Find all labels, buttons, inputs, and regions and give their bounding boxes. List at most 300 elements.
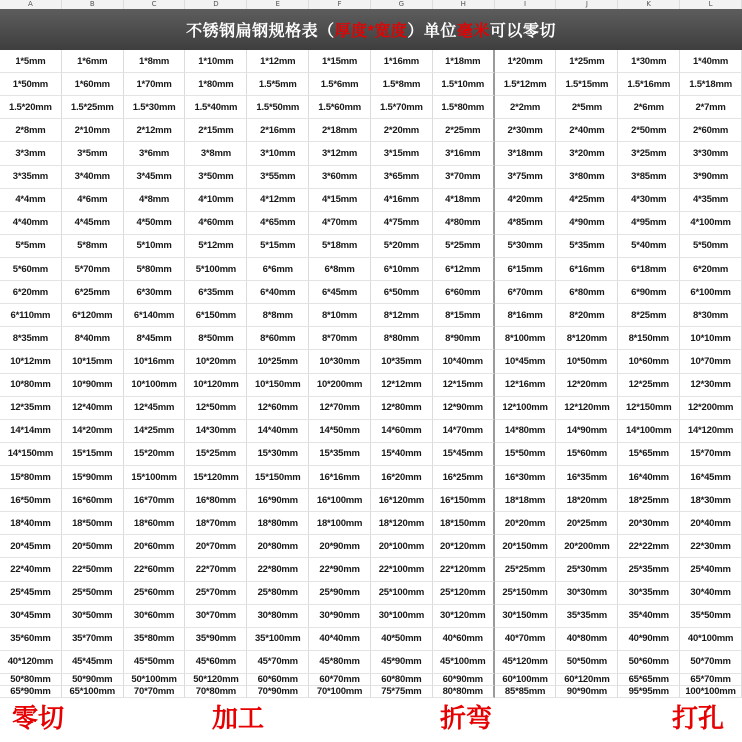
table-cell[interactable]: 30*90mm [309, 605, 371, 628]
table-cell[interactable]: 6*35mm [185, 281, 247, 304]
table-cell[interactable]: 16*40mm [618, 466, 680, 489]
table-cell[interactable]: 5*30mm [495, 235, 557, 258]
table-cell[interactable]: 5*5mm [0, 235, 62, 258]
table-cell[interactable]: 20*20mm [495, 512, 557, 535]
table-cell[interactable]: 14*40mm [247, 420, 309, 443]
table-cell[interactable]: 5*12mm [185, 235, 247, 258]
table-cell[interactable]: 1*5mm [0, 50, 62, 73]
table-cell[interactable]: 16*100mm [309, 489, 371, 512]
table-cell[interactable]: 18*100mm [309, 512, 371, 535]
table-cell[interactable]: 4*30mm [618, 189, 680, 212]
table-cell[interactable]: 1*60mm [62, 73, 124, 96]
table-cell[interactable]: 12*150mm [618, 397, 680, 420]
table-cell[interactable]: 18*40mm [0, 512, 62, 535]
table-cell[interactable]: 16*20mm [371, 466, 433, 489]
table-cell[interactable]: 15*70mm [680, 443, 742, 466]
table-cell[interactable]: 1.5*18mm [680, 73, 742, 96]
table-cell[interactable]: 1.5*16mm [618, 73, 680, 96]
table-cell[interactable]: 45*50mm [124, 651, 186, 674]
table-cell[interactable]: 25*90mm [309, 582, 371, 605]
table-cell[interactable]: 8*120mm [556, 327, 618, 350]
table-cell[interactable]: 1*10mm [185, 50, 247, 73]
table-cell[interactable]: 10*45mm [495, 350, 557, 373]
table-cell[interactable]: 25*70mm [185, 582, 247, 605]
table-cell[interactable]: 20*120mm [433, 535, 495, 558]
table-cell[interactable]: 14*30mm [185, 420, 247, 443]
table-cell[interactable]: 30*40mm [680, 582, 742, 605]
table-cell[interactable]: 90*90mm [556, 686, 618, 698]
table-cell[interactable]: 25*120mm [433, 582, 495, 605]
table-cell[interactable]: 8*15mm [433, 304, 495, 327]
table-cell[interactable]: 50*70mm [680, 651, 742, 674]
table-cell[interactable]: 10*15mm [62, 350, 124, 373]
table-cell[interactable]: 16*30mm [495, 466, 557, 489]
table-cell[interactable]: 2*6mm [618, 96, 680, 119]
table-cell[interactable]: 1.5*5mm [247, 73, 309, 96]
table-cell[interactable]: 14*100mm [618, 420, 680, 443]
table-cell[interactable]: 18*60mm [124, 512, 186, 535]
table-cell[interactable]: 3*8mm [185, 142, 247, 165]
table-cell[interactable]: 6*12mm [433, 258, 495, 281]
table-cell[interactable]: 20*40mm [680, 512, 742, 535]
table-cell[interactable]: 8*35mm [0, 327, 62, 350]
table-cell[interactable]: 45*90mm [371, 651, 433, 674]
table-cell[interactable]: 35*100mm [247, 628, 309, 651]
table-cell[interactable]: 50*120mm [185, 674, 247, 686]
table-cell[interactable]: 8*16mm [495, 304, 557, 327]
table-cell[interactable]: 10*12mm [0, 350, 62, 373]
table-cell[interactable]: 70*80mm [185, 686, 247, 698]
table-cell[interactable]: 14*70mm [433, 420, 495, 443]
table-cell[interactable]: 2*12mm [124, 119, 186, 142]
column-letter[interactable]: A [0, 0, 62, 9]
table-cell[interactable]: 6*10mm [371, 258, 433, 281]
table-cell[interactable]: 60*100mm [495, 674, 557, 686]
table-cell[interactable]: 4*25mm [556, 189, 618, 212]
table-cell[interactable]: 25*25mm [495, 558, 557, 581]
table-cell[interactable]: 30*30mm [556, 582, 618, 605]
table-cell[interactable]: 5*8mm [62, 235, 124, 258]
table-cell[interactable]: 25*60mm [124, 582, 186, 605]
column-letter[interactable]: C [124, 0, 186, 9]
table-cell[interactable]: 45*100mm [433, 651, 495, 674]
table-cell[interactable]: 10*120mm [185, 374, 247, 397]
table-cell[interactable]: 15*15mm [62, 443, 124, 466]
table-cell[interactable]: 10*80mm [0, 374, 62, 397]
table-cell[interactable]: 1*20mm [495, 50, 557, 73]
table-cell[interactable]: 4*8mm [124, 189, 186, 212]
table-cell[interactable]: 8*50mm [185, 327, 247, 350]
table-cell[interactable]: 1.5*60mm [309, 96, 371, 119]
table-cell[interactable]: 16*16mm [309, 466, 371, 489]
table-cell[interactable]: 25*30mm [556, 558, 618, 581]
table-cell[interactable]: 12*120mm [556, 397, 618, 420]
table-cell[interactable]: 20*70mm [185, 535, 247, 558]
table-cell[interactable]: 50*100mm [124, 674, 186, 686]
table-cell[interactable]: 3*25mm [618, 142, 680, 165]
table-cell[interactable]: 1.5*20mm [0, 96, 62, 119]
table-cell[interactable]: 15*40mm [371, 443, 433, 466]
table-cell[interactable]: 4*18mm [433, 189, 495, 212]
table-cell[interactable]: 10*200mm [309, 374, 371, 397]
table-cell[interactable]: 16*120mm [371, 489, 433, 512]
table-cell[interactable]: 12*45mm [124, 397, 186, 420]
table-cell[interactable]: 12*25mm [618, 374, 680, 397]
table-cell[interactable]: 1.5*70mm [371, 96, 433, 119]
table-cell[interactable]: 22*22mm [618, 535, 680, 558]
table-cell[interactable]: 12*30mm [680, 374, 742, 397]
table-cell[interactable]: 12*200mm [680, 397, 742, 420]
table-cell[interactable]: 30*50mm [62, 605, 124, 628]
table-cell[interactable]: 2*7mm [680, 96, 742, 119]
table-cell[interactable]: 1*16mm [371, 50, 433, 73]
table-cell[interactable]: 70*70mm [124, 686, 186, 698]
column-letter[interactable]: K [618, 0, 680, 9]
table-cell[interactable]: 6*45mm [309, 281, 371, 304]
table-cell[interactable]: 14*90mm [556, 420, 618, 443]
table-cell[interactable]: 30*70mm [185, 605, 247, 628]
table-cell[interactable]: 2*50mm [618, 119, 680, 142]
table-cell[interactable]: 15*50mm [495, 443, 557, 466]
table-cell[interactable]: 12*12mm [371, 374, 433, 397]
table-cell[interactable]: 1*80mm [185, 73, 247, 96]
table-cell[interactable]: 1.5*6mm [309, 73, 371, 96]
table-cell[interactable]: 6*90mm [618, 281, 680, 304]
table-cell[interactable]: 16*35mm [556, 466, 618, 489]
table-cell[interactable]: 5*18mm [309, 235, 371, 258]
table-cell[interactable]: 60*120mm [556, 674, 618, 686]
table-cell[interactable]: 75*75mm [371, 686, 433, 698]
table-cell[interactable]: 18*120mm [371, 512, 433, 535]
table-cell[interactable]: 5*50mm [680, 235, 742, 258]
column-letter[interactable]: B [62, 0, 124, 9]
table-cell[interactable]: 3*30mm [680, 142, 742, 165]
table-cell[interactable]: 18*18mm [495, 489, 557, 512]
table-cell[interactable]: 6*30mm [124, 281, 186, 304]
table-cell[interactable]: 3*16mm [433, 142, 495, 165]
table-cell[interactable]: 4*16mm [371, 189, 433, 212]
table-cell[interactable]: 45*70mm [247, 651, 309, 674]
table-cell[interactable]: 6*150mm [185, 304, 247, 327]
table-cell[interactable]: 25*150mm [495, 582, 557, 605]
table-cell[interactable]: 1.5*12mm [495, 73, 557, 96]
table-cell[interactable]: 8*40mm [62, 327, 124, 350]
table-cell[interactable]: 1*8mm [124, 50, 186, 73]
table-cell[interactable]: 1.5*80mm [433, 96, 495, 119]
table-cell[interactable]: 3*5mm [62, 142, 124, 165]
table-cell[interactable]: 6*15mm [495, 258, 557, 281]
table-cell[interactable]: 22*120mm [433, 558, 495, 581]
table-cell[interactable]: 5*15mm [247, 235, 309, 258]
table-cell[interactable]: 14*80mm [495, 420, 557, 443]
table-cell[interactable]: 60*60mm [247, 674, 309, 686]
table-cell[interactable]: 1*18mm [433, 50, 495, 73]
table-cell[interactable]: 40*50mm [371, 628, 433, 651]
table-cell[interactable]: 12*70mm [309, 397, 371, 420]
table-cell[interactable]: 2*2mm [495, 96, 557, 119]
table-cell[interactable]: 45*120mm [495, 651, 557, 674]
table-cell[interactable]: 3*55mm [247, 166, 309, 189]
column-letter[interactable]: E [247, 0, 309, 9]
table-cell[interactable]: 40*80mm [556, 628, 618, 651]
table-cell[interactable]: 16*90mm [247, 489, 309, 512]
table-cell[interactable]: 2*8mm [0, 119, 62, 142]
table-cell[interactable]: 2*30mm [495, 119, 557, 142]
table-cell[interactable]: 18*70mm [185, 512, 247, 535]
table-cell[interactable]: 12*90mm [433, 397, 495, 420]
table-cell[interactable]: 2*18mm [309, 119, 371, 142]
column-letter[interactable]: J [556, 0, 618, 9]
table-cell[interactable]: 14*60mm [371, 420, 433, 443]
table-cell[interactable]: 95*95mm [618, 686, 680, 698]
table-cell[interactable]: 10*60mm [618, 350, 680, 373]
table-cell[interactable]: 1*12mm [247, 50, 309, 73]
table-cell[interactable]: 18*20mm [556, 489, 618, 512]
table-cell[interactable]: 15*65mm [618, 443, 680, 466]
table-cell[interactable]: 45*80mm [309, 651, 371, 674]
table-cell[interactable]: 65*65mm [618, 674, 680, 686]
table-cell[interactable]: 14*25mm [124, 420, 186, 443]
table-cell[interactable]: 30*45mm [0, 605, 62, 628]
table-cell[interactable]: 12*35mm [0, 397, 62, 420]
table-cell[interactable]: 8*70mm [309, 327, 371, 350]
table-cell[interactable]: 4*12mm [247, 189, 309, 212]
table-cell[interactable]: 1*25mm [556, 50, 618, 73]
table-cell[interactable]: 6*18mm [618, 258, 680, 281]
table-cell[interactable]: 50*90mm [62, 674, 124, 686]
table-cell[interactable]: 1*50mm [0, 73, 62, 96]
table-cell[interactable]: 16*150mm [433, 489, 495, 512]
table-cell[interactable]: 18*80mm [247, 512, 309, 535]
table-cell[interactable]: 20*90mm [309, 535, 371, 558]
table-cell[interactable]: 100*100mm [680, 686, 742, 698]
table-cell[interactable]: 20*80mm [247, 535, 309, 558]
table-cell[interactable]: 3*18mm [495, 142, 557, 165]
table-cell[interactable]: 4*60mm [185, 212, 247, 235]
table-cell[interactable]: 2*5mm [556, 96, 618, 119]
table-cell[interactable]: 25*40mm [680, 558, 742, 581]
table-cell[interactable]: 10*16mm [124, 350, 186, 373]
table-cell[interactable]: 4*70mm [309, 212, 371, 235]
table-cell[interactable]: 10*20mm [185, 350, 247, 373]
table-cell[interactable]: 8*8mm [247, 304, 309, 327]
table-cell[interactable]: 16*25mm [433, 466, 495, 489]
table-cell[interactable]: 8*25mm [618, 304, 680, 327]
table-cell[interactable]: 5*10mm [124, 235, 186, 258]
table-cell[interactable]: 12*15mm [433, 374, 495, 397]
table-cell[interactable]: 35*60mm [0, 628, 62, 651]
table-cell[interactable]: 5*25mm [433, 235, 495, 258]
table-cell[interactable]: 1*70mm [124, 73, 186, 96]
table-cell[interactable]: 22*90mm [309, 558, 371, 581]
table-cell[interactable]: 4*80mm [433, 212, 495, 235]
table-cell[interactable]: 8*90mm [433, 327, 495, 350]
table-cell[interactable]: 50*60mm [618, 651, 680, 674]
table-cell[interactable]: 4*4mm [0, 189, 62, 212]
table-cell[interactable]: 60*70mm [309, 674, 371, 686]
table-cell[interactable]: 20*150mm [495, 535, 557, 558]
table-cell[interactable]: 30*100mm [371, 605, 433, 628]
table-cell[interactable]: 3*50mm [185, 166, 247, 189]
table-cell[interactable]: 3*45mm [124, 166, 186, 189]
table-cell[interactable]: 30*35mm [618, 582, 680, 605]
table-cell[interactable]: 10*25mm [247, 350, 309, 373]
table-cell[interactable]: 3*60mm [309, 166, 371, 189]
table-cell[interactable]: 1.5*30mm [124, 96, 186, 119]
table-cell[interactable]: 8*45mm [124, 327, 186, 350]
table-cell[interactable]: 3*20mm [556, 142, 618, 165]
table-cell[interactable]: 8*10mm [309, 304, 371, 327]
table-cell[interactable]: 20*45mm [0, 535, 62, 558]
table-cell[interactable]: 20*25mm [556, 512, 618, 535]
table-cell[interactable]: 12*60mm [247, 397, 309, 420]
table-cell[interactable]: 30*120mm [433, 605, 495, 628]
table-cell[interactable]: 85*85mm [495, 686, 557, 698]
column-letter[interactable]: F [309, 0, 371, 9]
table-cell[interactable]: 16*80mm [185, 489, 247, 512]
table-cell[interactable]: 22*50mm [62, 558, 124, 581]
table-cell[interactable]: 18*50mm [62, 512, 124, 535]
table-cell[interactable]: 1.5*15mm [556, 73, 618, 96]
table-cell[interactable]: 12*20mm [556, 374, 618, 397]
table-cell[interactable]: 30*60mm [124, 605, 186, 628]
table-cell[interactable]: 1*6mm [62, 50, 124, 73]
table-cell[interactable]: 4*35mm [680, 189, 742, 212]
table-cell[interactable]: 15*60mm [556, 443, 618, 466]
table-cell[interactable]: 6*25mm [62, 281, 124, 304]
table-cell[interactable]: 2*15mm [185, 119, 247, 142]
table-cell[interactable]: 70*90mm [247, 686, 309, 698]
table-cell[interactable]: 30*150mm [495, 605, 557, 628]
table-cell[interactable]: 35*50mm [680, 605, 742, 628]
table-cell[interactable]: 12*80mm [371, 397, 433, 420]
table-cell[interactable]: 50*50mm [556, 651, 618, 674]
table-cell[interactable]: 35*90mm [185, 628, 247, 651]
table-cell[interactable]: 18*30mm [680, 489, 742, 512]
table-cell[interactable]: 4*40mm [0, 212, 62, 235]
table-cell[interactable]: 6*20mm [680, 258, 742, 281]
table-cell[interactable]: 5*80mm [124, 258, 186, 281]
table-cell[interactable]: 2*60mm [680, 119, 742, 142]
table-cell[interactable]: 10*10mm [680, 327, 742, 350]
column-letter[interactable]: L [680, 0, 742, 9]
table-cell[interactable]: 15*150mm [247, 466, 309, 489]
table-cell[interactable]: 3*15mm [371, 142, 433, 165]
table-cell[interactable]: 8*30mm [680, 304, 742, 327]
table-cell[interactable]: 1.5*10mm [433, 73, 495, 96]
table-cell[interactable]: 45*45mm [62, 651, 124, 674]
table-cell[interactable]: 6*120mm [62, 304, 124, 327]
table-cell[interactable]: 10*70mm [680, 350, 742, 373]
table-cell[interactable]: 3*70mm [433, 166, 495, 189]
table-cell[interactable]: 1.5*40mm [185, 96, 247, 119]
table-cell[interactable]: 40*40mm [309, 628, 371, 651]
table-cell[interactable]: 16*50mm [0, 489, 62, 512]
table-cell[interactable]: 10*30mm [309, 350, 371, 373]
table-cell[interactable]: 25*35mm [618, 558, 680, 581]
table-cell[interactable]: 10*150mm [247, 374, 309, 397]
table-cell[interactable]: 50*80mm [0, 674, 62, 686]
table-cell[interactable]: 22*80mm [247, 558, 309, 581]
table-cell[interactable]: 40*100mm [680, 628, 742, 651]
table-cell[interactable]: 22*60mm [124, 558, 186, 581]
column-letter[interactable]: I [495, 0, 557, 9]
table-cell[interactable]: 5*60mm [0, 258, 62, 281]
table-cell[interactable]: 14*50mm [309, 420, 371, 443]
table-cell[interactable]: 16*60mm [62, 489, 124, 512]
table-cell[interactable]: 2*10mm [62, 119, 124, 142]
table-cell[interactable]: 6*100mm [680, 281, 742, 304]
table-cell[interactable]: 2*25mm [433, 119, 495, 142]
table-cell[interactable]: 10*40mm [433, 350, 495, 373]
table-cell[interactable]: 15*35mm [309, 443, 371, 466]
table-cell[interactable]: 15*80mm [0, 466, 62, 489]
column-letter[interactable]: H [433, 0, 495, 9]
table-cell[interactable]: 6*40mm [247, 281, 309, 304]
table-cell[interactable]: 14*120mm [680, 420, 742, 443]
table-cell[interactable]: 4*95mm [618, 212, 680, 235]
table-cell[interactable]: 22*40mm [0, 558, 62, 581]
table-cell[interactable]: 1.5*50mm [247, 96, 309, 119]
table-cell[interactable]: 5*40mm [618, 235, 680, 258]
table-cell[interactable]: 16*45mm [680, 466, 742, 489]
table-cell[interactable]: 40*90mm [618, 628, 680, 651]
table-cell[interactable]: 15*25mm [185, 443, 247, 466]
table-cell[interactable]: 3*75mm [495, 166, 557, 189]
table-cell[interactable]: 4*75mm [371, 212, 433, 235]
table-cell[interactable]: 15*45mm [433, 443, 495, 466]
table-cell[interactable]: 6*140mm [124, 304, 186, 327]
table-cell[interactable]: 22*70mm [185, 558, 247, 581]
table-cell[interactable]: 12*50mm [185, 397, 247, 420]
table-cell[interactable]: 12*16mm [495, 374, 557, 397]
table-cell[interactable]: 3*10mm [247, 142, 309, 165]
table-cell[interactable]: 10*90mm [62, 374, 124, 397]
table-cell[interactable]: 12*40mm [62, 397, 124, 420]
table-cell[interactable]: 65*70mm [680, 674, 742, 686]
table-cell[interactable]: 60*90mm [433, 674, 495, 686]
table-cell[interactable]: 6*16mm [556, 258, 618, 281]
table-cell[interactable]: 60*80mm [371, 674, 433, 686]
table-cell[interactable]: 2*40mm [556, 119, 618, 142]
table-cell[interactable]: 5*100mm [185, 258, 247, 281]
table-cell[interactable]: 35*80mm [124, 628, 186, 651]
table-cell[interactable]: 1.5*25mm [62, 96, 124, 119]
table-cell[interactable]: 1.5*8mm [371, 73, 433, 96]
table-cell[interactable]: 18*150mm [433, 512, 495, 535]
table-cell[interactable]: 5*35mm [556, 235, 618, 258]
table-cell[interactable]: 25*50mm [62, 582, 124, 605]
table-cell[interactable]: 65*100mm [62, 686, 124, 698]
table-cell[interactable]: 6*80mm [556, 281, 618, 304]
table-cell[interactable]: 4*10mm [185, 189, 247, 212]
table-cell[interactable]: 1*30mm [618, 50, 680, 73]
table-cell[interactable]: 8*12mm [371, 304, 433, 327]
table-cell[interactable]: 10*100mm [124, 374, 186, 397]
table-cell[interactable]: 80*80mm [433, 686, 495, 698]
table-cell[interactable]: 1*15mm [309, 50, 371, 73]
table-cell[interactable]: 4*90mm [556, 212, 618, 235]
table-cell[interactable]: 40*60mm [433, 628, 495, 651]
table-cell[interactable]: 35*40mm [618, 605, 680, 628]
table-cell[interactable]: 6*110mm [0, 304, 62, 327]
table-cell[interactable]: 3*35mm [0, 166, 62, 189]
table-cell[interactable]: 3*80mm [556, 166, 618, 189]
table-cell[interactable]: 5*20mm [371, 235, 433, 258]
table-cell[interactable]: 8*150mm [618, 327, 680, 350]
table-cell[interactable]: 70*100mm [309, 686, 371, 698]
table-cell[interactable]: 15*30mm [247, 443, 309, 466]
